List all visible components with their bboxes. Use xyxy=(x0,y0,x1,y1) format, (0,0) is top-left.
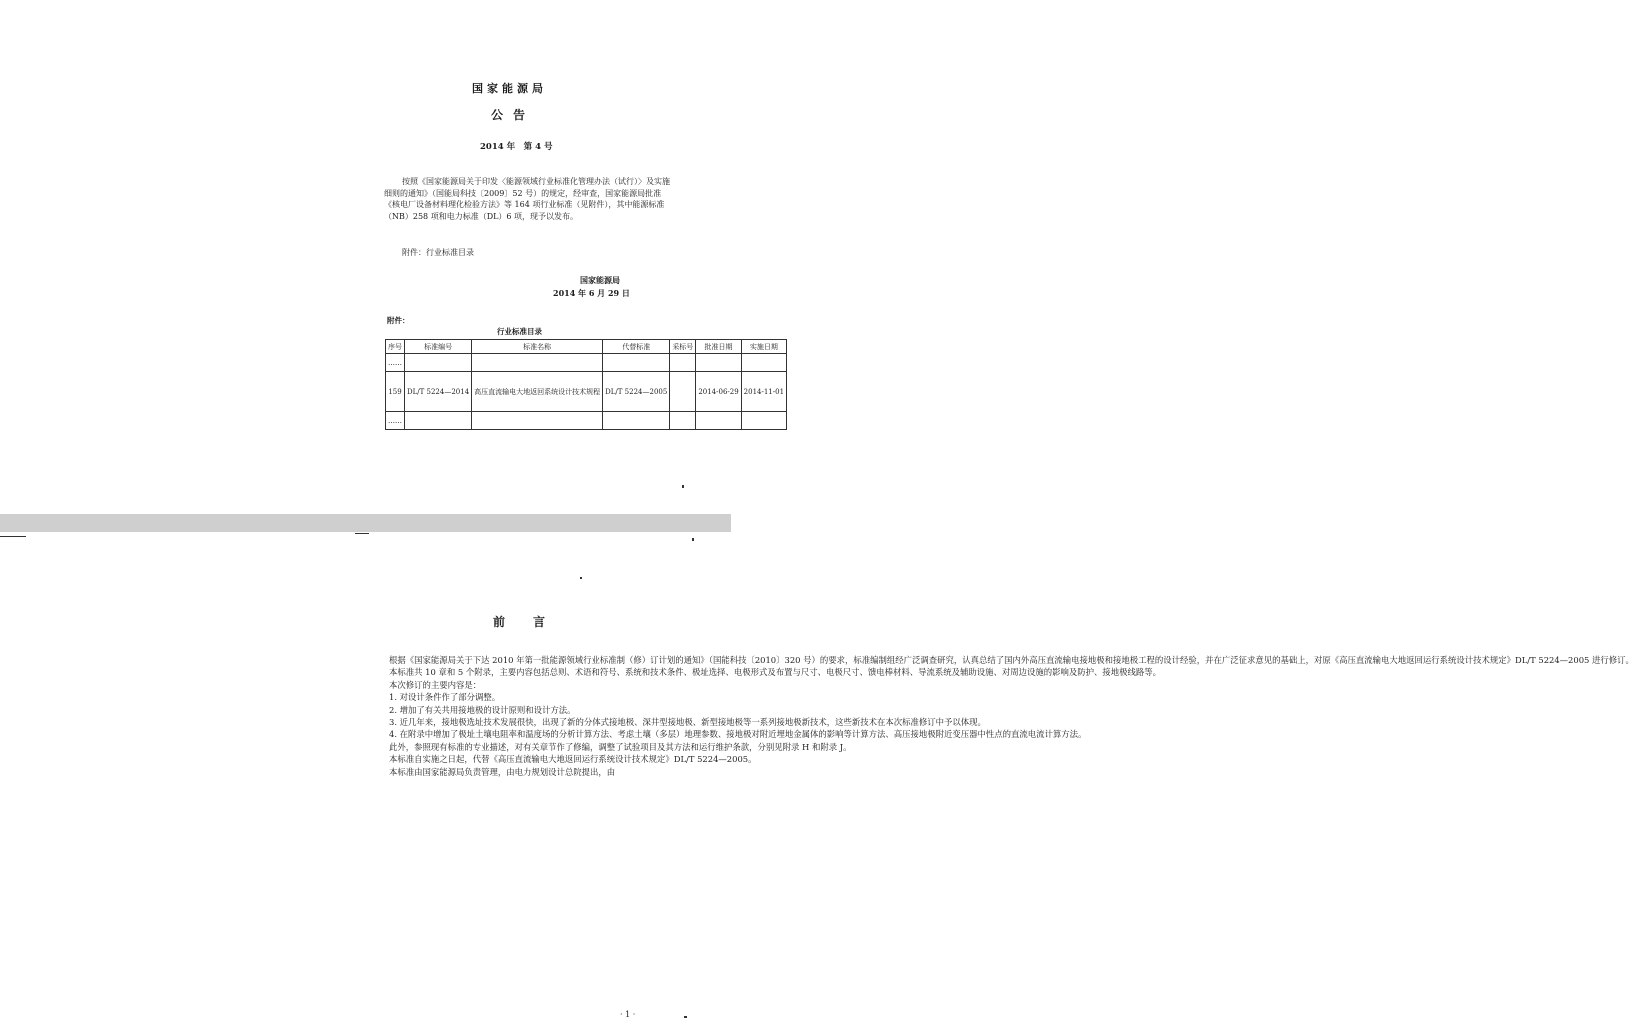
table-cell xyxy=(670,412,696,430)
table-header-row xyxy=(386,340,787,354)
announcement-page xyxy=(0,0,785,514)
table-cell: 2014-06-29 xyxy=(696,372,741,412)
preface-title: 前 言 xyxy=(493,615,554,629)
attachment-label: 附件： xyxy=(387,316,410,325)
table-cell xyxy=(741,354,786,372)
table-cell xyxy=(670,354,696,372)
preface-page xyxy=(0,532,1634,1024)
table-row xyxy=(386,354,787,372)
table-cell xyxy=(696,412,741,430)
preface-paragraph: 根据《国家能源局关于下达 2010 年第一批能源领域行业标准制（修）订计划的通知》（国能科技〔2010〕320 号）的要求，标准编制组经广泛调查研究，认真总结了国内外高压直流输电接地极和接地极工程的设计经验，并在广泛征求意见的基础上，对原《高压直流输电大地返回运行系统设计技术规定》DL/T 5224—2005 进行修订。 xyxy=(389,655,1634,665)
col-header: 序号 xyxy=(386,340,405,354)
preface-list-item: 2. 增加了有关共用接地极的设计原则和设计方法。 xyxy=(389,704,576,715)
table-cell xyxy=(696,354,741,372)
preface-paragraph: 本标准自实施之日起，代替《高压直流输电大地返回运行系统设计技术规定》DL/T 5224—2005。 xyxy=(389,754,757,765)
table-row xyxy=(386,372,787,412)
table-cell: …… xyxy=(386,412,405,430)
table-cell: 159 xyxy=(386,372,405,412)
preface-list-item: 4. 在附录中增加了极址土壤电阻率和温度场的分析计算方法、考虑土壤（多层）地理参数、接地极对附近埋地金属体的影响等计算方法、高压接地极附近变压器中性点的直流电流计算方法。 xyxy=(389,729,1087,740)
standards-table xyxy=(385,339,787,430)
scan-speck xyxy=(684,1016,687,1018)
table-title: 行业标准目录 xyxy=(497,327,542,336)
table-cell xyxy=(405,354,472,372)
table-cell: 2014-11-01 xyxy=(741,372,786,412)
table-cell xyxy=(472,354,603,372)
page-number: · 1 · xyxy=(620,1010,636,1019)
attachment-note: 附件：行业标准目录 xyxy=(402,248,474,257)
col-header: 采标号 xyxy=(670,340,696,354)
col-header: 标准名称 xyxy=(472,340,603,354)
table-cell: DL/T 5224—2014 xyxy=(405,372,472,412)
col-header: 实施日期 xyxy=(741,340,786,354)
table-cell xyxy=(603,354,670,372)
announcement-title: 公告 xyxy=(491,108,536,122)
agency-heading: 国家能源局 xyxy=(472,82,547,95)
preface-paragraph: 本标准共 10 章和 5 个附录，主要内容包括总则、术语和符号、系统和技术条件、极址选择、电极形式及布置与尺寸、电极尺寸、馈电棒材料、导流系统及辅助设施、对周边设施的影响及防护、接地极线路等。 xyxy=(389,667,1162,678)
preface-paragraph: 本标准由国家能源局负责管理，由电力规划设计总院提出，由 xyxy=(389,766,616,777)
preface-paragraph: 本次修订的主要内容是： xyxy=(389,679,482,690)
scan-speck xyxy=(682,485,684,488)
preface-list-item: 3. 近几年来，接地极选址技术发展很快，出现了新的分体式接地极、深井型接地极、新型接地极等一系列接地极新技术，这些新技术在本次标准修订中予以体现。 xyxy=(389,717,986,728)
scan-speck xyxy=(580,577,582,579)
preface-body xyxy=(372,654,1634,778)
scan-speck xyxy=(692,538,694,541)
table-row xyxy=(386,412,787,430)
preface-paragraph: 此外，参照现有标准的专业描述，对有关章节作了修编，调整了试验项目及其方法和运行维护条款，分别见附录 H 和附录 J。 xyxy=(389,741,852,752)
col-header: 标准编号 xyxy=(405,340,472,354)
col-header: 代替标准 xyxy=(603,340,670,354)
table-cell xyxy=(405,412,472,430)
table-cell xyxy=(670,372,696,412)
col-header: 批准日期 xyxy=(696,340,741,354)
table-cell xyxy=(603,412,670,430)
table-cell xyxy=(741,412,786,430)
table-cell: DL/T 5224—2005 xyxy=(603,372,670,412)
scan-line xyxy=(0,536,26,537)
announcement-body: 按照《国家能源局关于印发〈能源领域行业标准化管理办法（试行）〉及实施细则的通知》（国能局科技〔2009〕52 号）的规定，经审查，国家能源局批准《核电厂设备材料理化检验方法》等 164 项行业标准（见附件），其中能源标准（NB）258 项和电力标准（DL）6 项，现予以发布。 xyxy=(384,177,670,221)
signature: 国家能源局 xyxy=(580,275,620,285)
table-cell: …… xyxy=(386,354,405,372)
signature-date: 2014 年 6 月 29 日 xyxy=(553,288,630,298)
announcement-number: 2014 年 第 4 号 xyxy=(480,142,553,152)
table-cell: 高压直流输电大地返回系统设计技术规程 xyxy=(472,372,603,412)
scan-line xyxy=(355,533,369,534)
preface-list-item: 1. 对设计条件作了部分调整。 xyxy=(389,692,501,703)
table-cell xyxy=(472,412,603,430)
page-separator xyxy=(0,514,731,532)
